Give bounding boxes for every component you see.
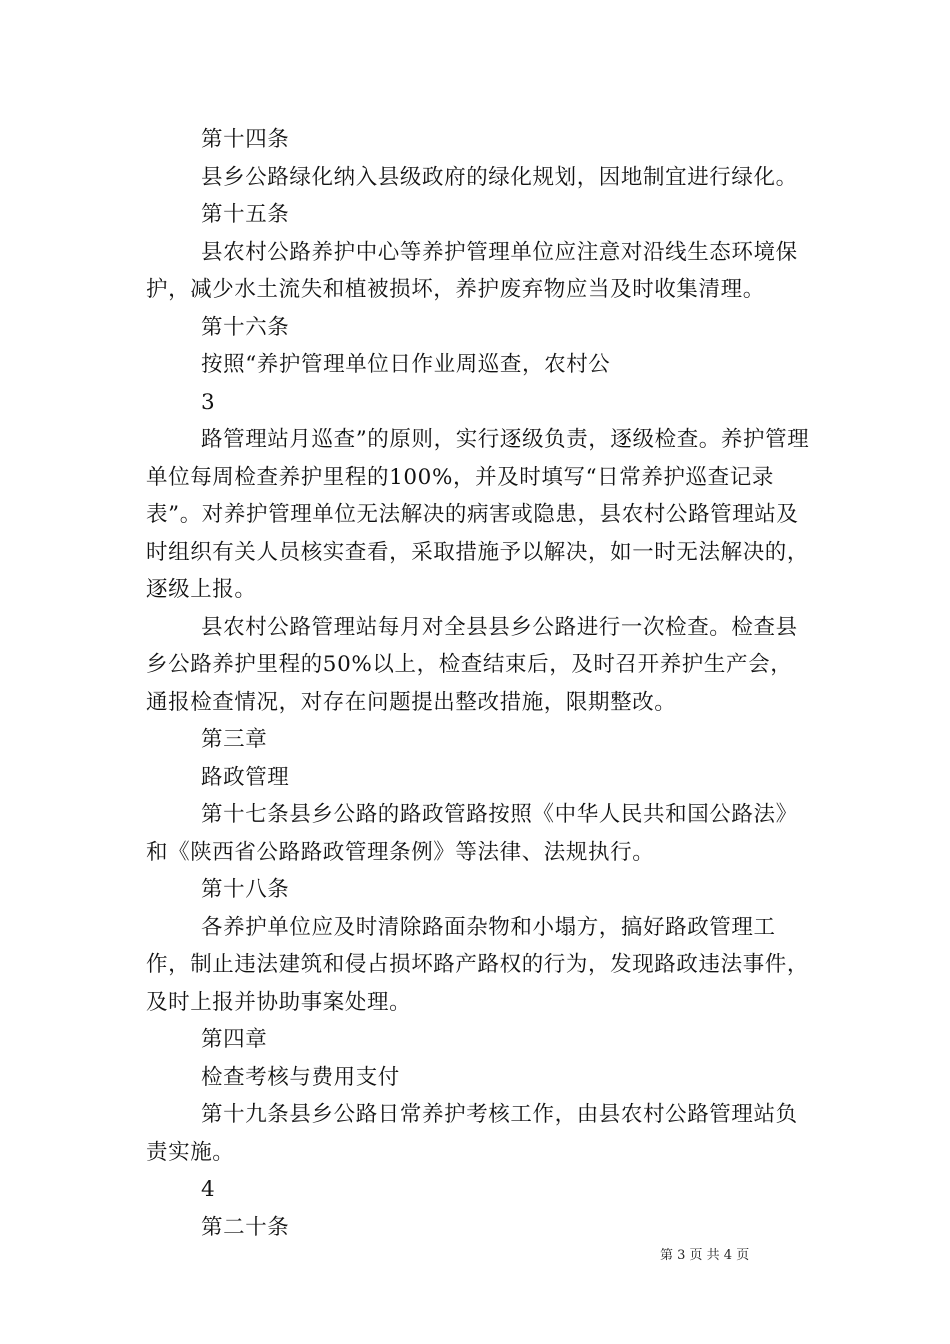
article-17-text: 第十七条县乡公路的路政管路按照《中华人民共和国公路法》和《陕西省公路路政管理条例》等法律、法规执行。 [146,802,798,865]
article-19-text: 第十九条县乡公路日常养护考核工作，由县农村公路管理站负责实施。 [146,1102,798,1165]
article-18-heading: 第十八条 [201,877,290,902]
article-16-heading: 第十六条 [201,314,290,340]
article-16-text-part1: 按照“养护管理单位日作业周巡查，农村公 [201,352,611,377]
inline-page-number-4: 4 [201,1177,216,1202]
chapter-4-title: 检查考核与费用支付 [201,1064,400,1090]
document-body [146,121,814,1246]
article-16-text-part2: 路管理站月巡查”的原则，实行逐级负责，逐级检查。养护管理单位每周检查养护里程的100%，并及时填写“日常养护巡查记录表”。对养护管理单位无法解决的病害或隐患，县农村公路管理站及时组织有关人员核实查看，采取措施予以解决，如一时无法解决的，逐级上报。 [146,427,810,602]
monthly-inspection-text: 县农村公路管理站每月对全县县乡公路进行一次检查。检查县乡公路养护里程的50%以上，检查结束后，及时召开养护生产会，通报检查情况，对存在问题提出整改措施，限期整改。 [146,614,798,715]
chapter-3-heading: 第三章 [201,727,268,752]
article-15-heading: 第十五条 [201,202,290,227]
chapter-4-heading: 第四章 [201,1027,268,1052]
article-18-text: 各养护单位应及时清除路面杂物和小塌方，搞好路政管理工作，制止违法建筑和侵占损坏路产路权的行为，发现路政违法事件，及时上报并协助事案处理。 [146,914,810,1015]
article-14-heading: 第十四条 [201,127,290,152]
page-footer [660,1248,820,1264]
inline-page-number-3: 3 [201,389,216,415]
page-number-label: 第 3 页 共 4 页 [660,1248,750,1263]
article-14-text: 县乡公路绿化纳入县级政府的绿化规划，因地制宜进行绿化。 [201,164,798,190]
article-15-text: 县农村公路养护中心等养护管理单位应注意对沿线生态环境保护，减少水土流失和植被损坏，养护废弃物应当及时收集清理。 [146,239,798,302]
article-20-heading: 第二十条 [201,1214,290,1240]
chapter-3-title: 路政管理 [201,764,290,790]
